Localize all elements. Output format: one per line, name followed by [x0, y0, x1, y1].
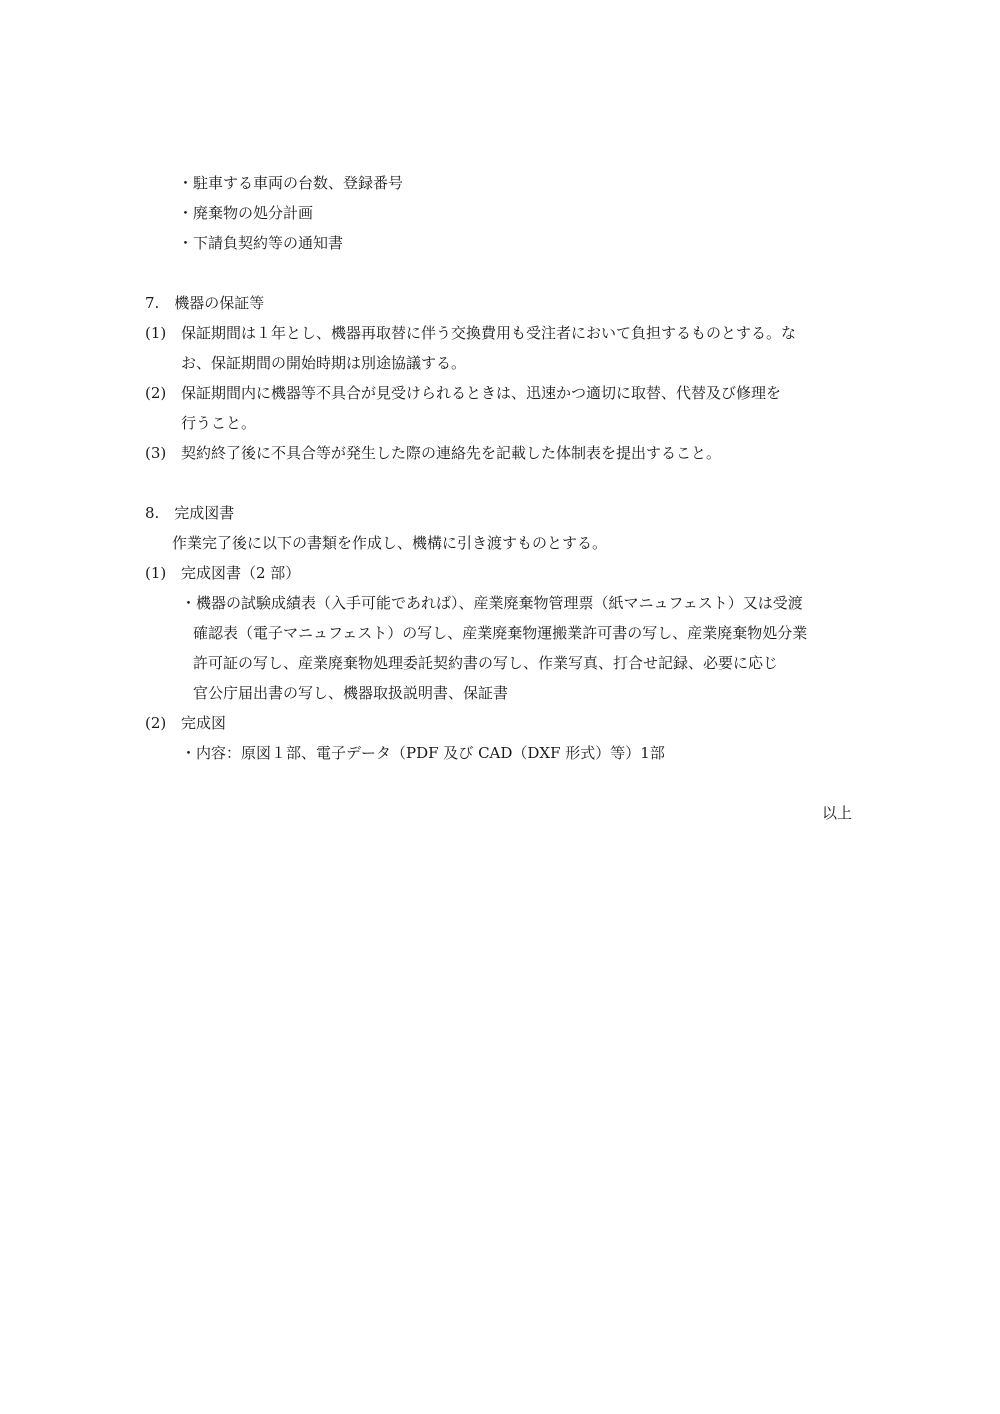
item-label: 完成図書（2 部） [181, 564, 301, 582]
section-intro: 作業完了後に以下の書類を作成し、機構に引き渡すものとする。 [172, 534, 608, 552]
paragraph-line: 許可証の写し、産業廃棄物処理委託契約書の写し、作業写真、打合せ記録、必要に応じ [193, 654, 779, 672]
paragraph-line: お、保証期間の開始時期は別途協議する。 [181, 354, 467, 372]
paragraph-line: 契約終了後に不具合等が発生した際の連絡先を記載した体制表を提出すること。 [181, 444, 722, 462]
section-heading-7: 7. 機器の保証等 [145, 294, 265, 312]
paragraph-line: 官公庁届出書の写し、機器取扱説明書、保証書 [193, 684, 509, 702]
paragraph-line: 保証期間内に機器等不具合が見受けられるときは、迅速かつ適切に取替、代替及び修理を [181, 384, 782, 402]
item-label: 完成図 [181, 714, 227, 732]
item-number: (2) [145, 714, 167, 732]
paragraph-line: 確認表（電子マニュフェスト）の写し、産業廃棄物運搬業許可書の写し、産業廃棄物処分業 [193, 624, 808, 642]
section-heading-8: 8. 完成図書 [145, 504, 235, 522]
list-item: ・下請負契約等の通知書 [178, 234, 344, 252]
paragraph-line: ・内容：原図１部、電子データ（PDF 及び CAD（DXF 形式）等）1部 [181, 744, 665, 762]
paragraph-line: 保証期間は１年とし、機器再取替に伴う交換費用も受注者において負担するものとする。な [181, 324, 797, 342]
paragraph-line: ・機器の試験成績表（入手可能であれば）、産業廃棄物管理票（紙マニュフェスト）又は受渡 [181, 594, 803, 612]
item-number: (3) [145, 444, 167, 462]
closing-text: 以上 [822, 804, 853, 822]
list-item: ・廃棄物の処分計画 [178, 204, 314, 222]
item-number: (2) [145, 384, 167, 402]
list-item: ・駐車する車両の台数、登録番号 [178, 174, 404, 192]
item-number: (1) [145, 324, 167, 342]
item-number: (1) [145, 564, 167, 582]
paragraph-line: 行うこと。 [181, 414, 257, 432]
